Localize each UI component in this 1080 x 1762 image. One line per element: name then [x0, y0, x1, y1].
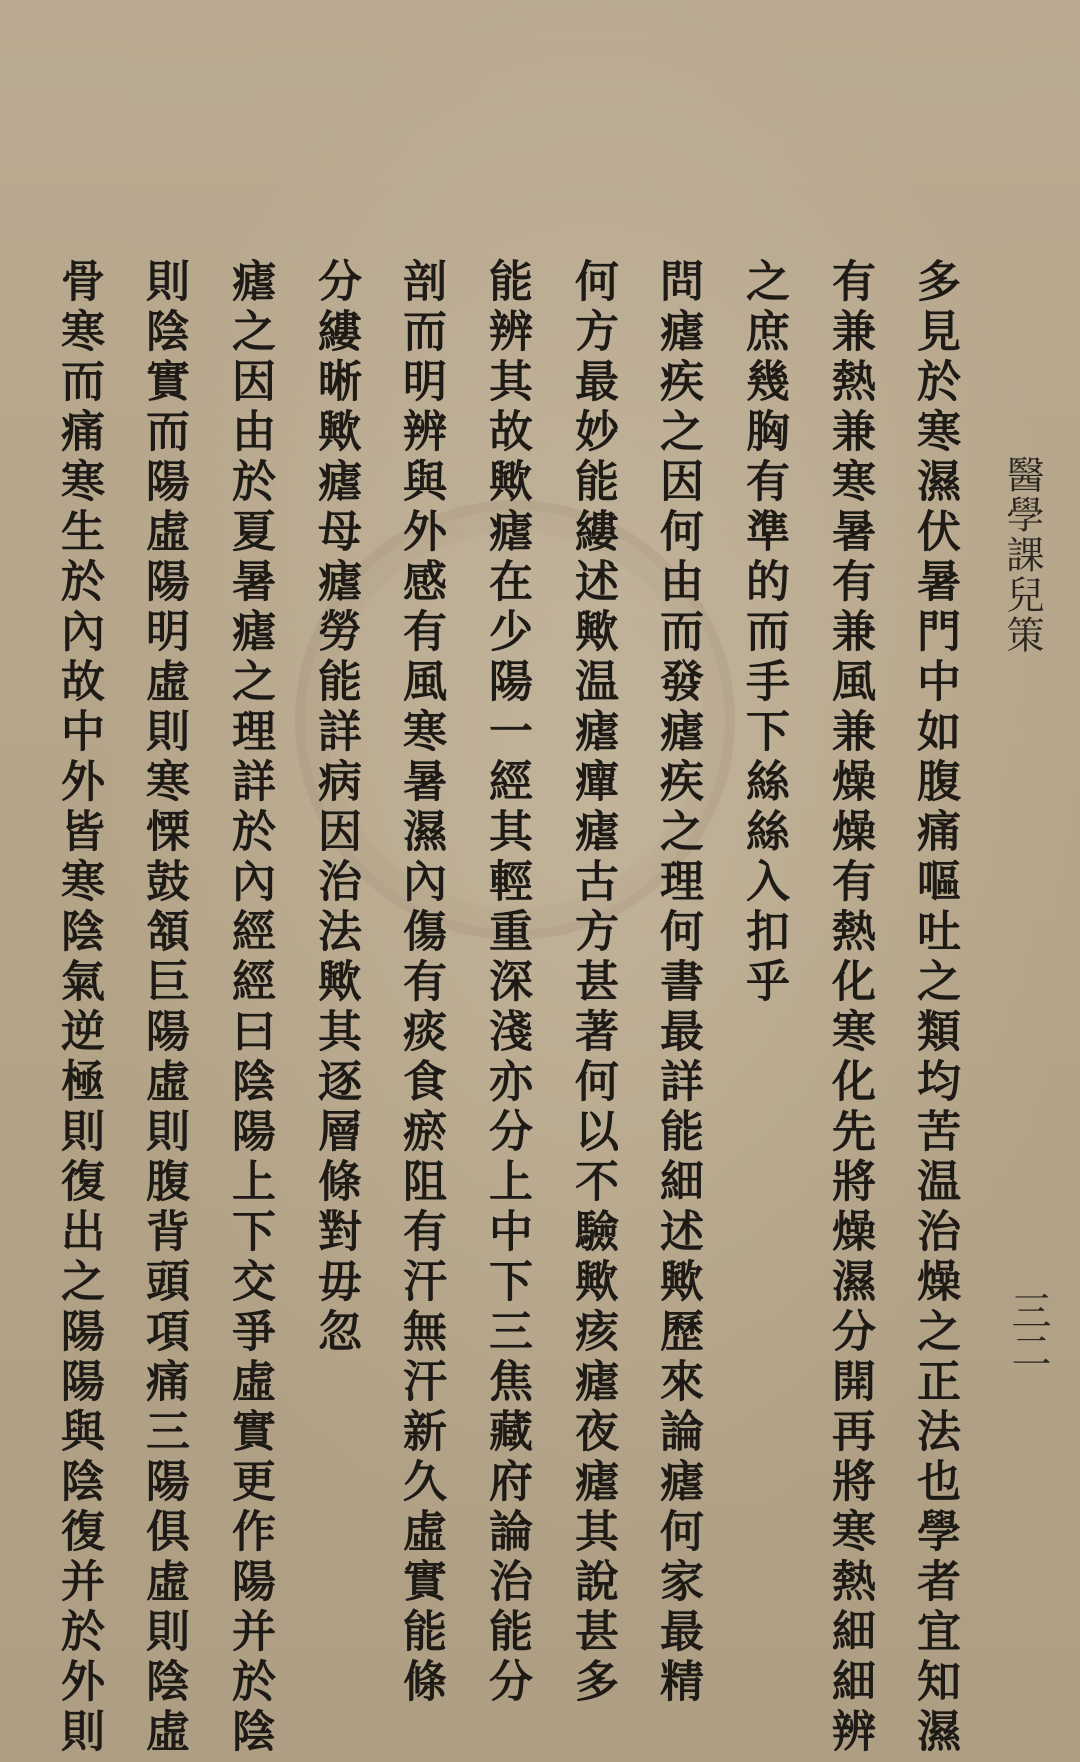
text-column-1: 多見於寒濕伏暑門中如腹痛嘔吐之類均苦温治燥之正法也學者宜知濕	[909, 258, 960, 1758]
text-column-11: 骨寒而痛寒生於內故中外皆寒陰氣逆極則復出之陽陽與陰復并於外則	[53, 258, 104, 1758]
running-header-title: 醫學課兒策	[1000, 455, 1044, 655]
text-column-3: 之庶幾胸有準的而手下絲絲入扣乎	[738, 258, 789, 1008]
text-column-4: 問瘧疾之因何由而發瘧疾之理何書最詳能細述歟歷來論瘧何家最精	[652, 258, 703, 1708]
text-column-7: 剖而明辨與外感有風寒暑濕內傷有痰食瘀阻有汗無汗新久虛實能條	[395, 258, 446, 1708]
text-column-2: 有兼熱兼寒暑有兼風兼燥燥有熱化寒化先將燥濕分開再將寒熱細細辨	[824, 258, 875, 1758]
text-column-9: 瘧之因由於夏暑瘧之理詳於內經經曰陰陽上下交爭虛實更作陽并於陰	[224, 258, 275, 1758]
text-column-6: 能辨其故歟瘧在少陽一經其輕重深淺亦分上中下三焦藏府論治能分	[481, 258, 532, 1708]
text-column-8: 分縷晰歟瘧母瘧勞能詳病因治法歟其逐層條對毋忽	[310, 258, 361, 1358]
page-number: 三二	[1005, 1290, 1051, 1370]
text-column-10: 則陰實而陽虛陽明虛則寒慄鼓頷巨陽虛則腹背頭項痛三陽俱虛則陰虛	[138, 258, 189, 1758]
text-column-5: 何方最妙能縷述歟温瘧癉瘧古方甚著何以不驗歟痎瘧夜瘧其說甚多	[567, 258, 618, 1708]
